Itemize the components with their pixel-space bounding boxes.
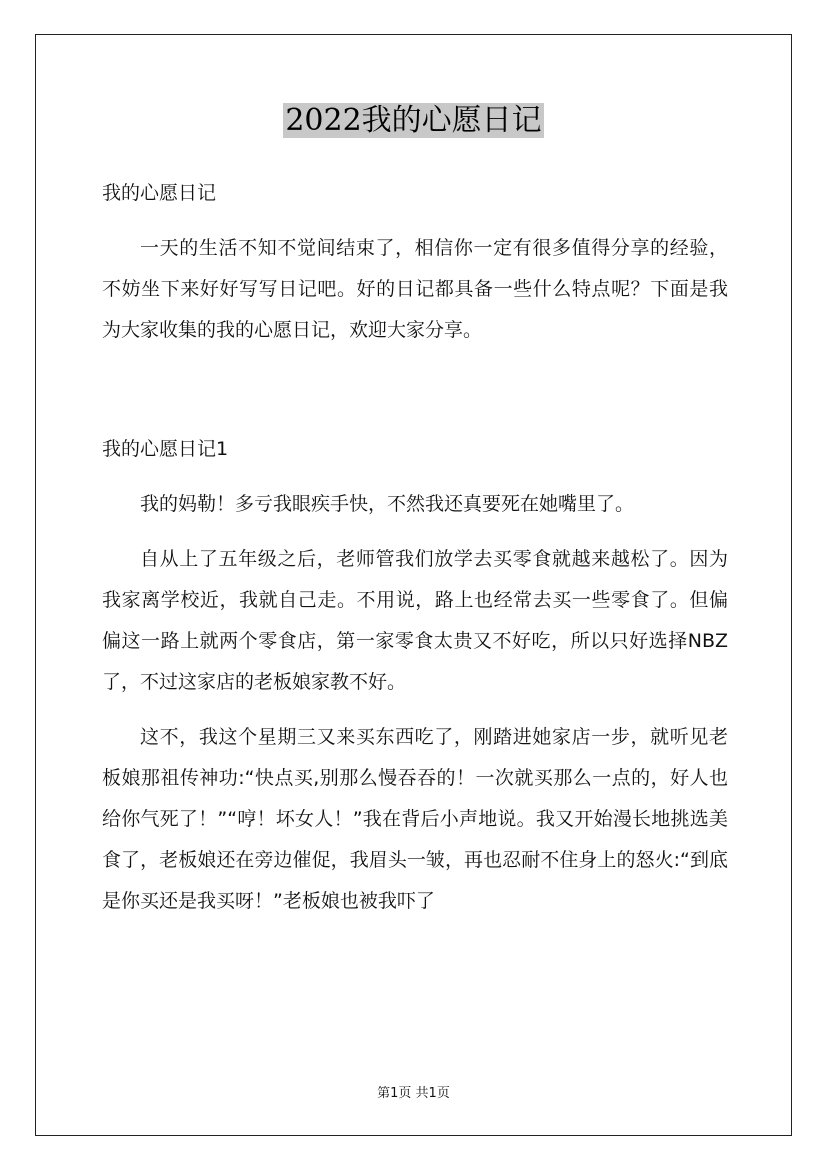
document-title: 2022我的心愿日记 xyxy=(285,103,542,138)
paragraph: 我的妈勒！多亏我眼疾手快，不然我还真要死在她嘴里了。 xyxy=(140,493,635,515)
paragraph: 这不，我这个星期三又来买东西吃了，刚踏进她家店一步，就听见老板娘那祖传神功:“快点买,别那么慢吞吞的！一次就买那么一点的，好人也给你气死了！”“哼！坏女人！”我在背后小声地说。我又开始漫长地挑选美食了，老板娘还在旁边催促，我眉头一皱，再也忍耐不住身上的怒火:“到底是你买还是我买呀！”老板娘也被我吓了 xyxy=(102,726,728,912)
paragraph: 自从上了五年级之后，老师管我们放学去买零食就越来越松了。因为我家离学校近，我就自己走。不用说，路上也经常去买一些零食了。但偏偏这一路上就两个零食店，第一家零食太贵又不好吃，所以只好选择NBZ了，不过这家店的老板娘家教不好。 xyxy=(102,548,728,693)
paragraph: 一天的生活不知不觉间结束了，相信你一定有很多值得分享的经验，不妨坐下来好好写写日记吧。好的日记都具备一些什么特点呢？下面是我为大家收集的我的心愿日记，欢迎大家分享。 xyxy=(102,237,728,341)
section-heading: 我的心愿日记 xyxy=(102,182,217,204)
section-heading: 我的心愿日记1 xyxy=(102,438,229,460)
document-body xyxy=(102,173,728,936)
document-title-container xyxy=(0,100,827,142)
spacer xyxy=(102,365,728,429)
page-footer: 第1页 共1页 xyxy=(377,1086,450,1101)
